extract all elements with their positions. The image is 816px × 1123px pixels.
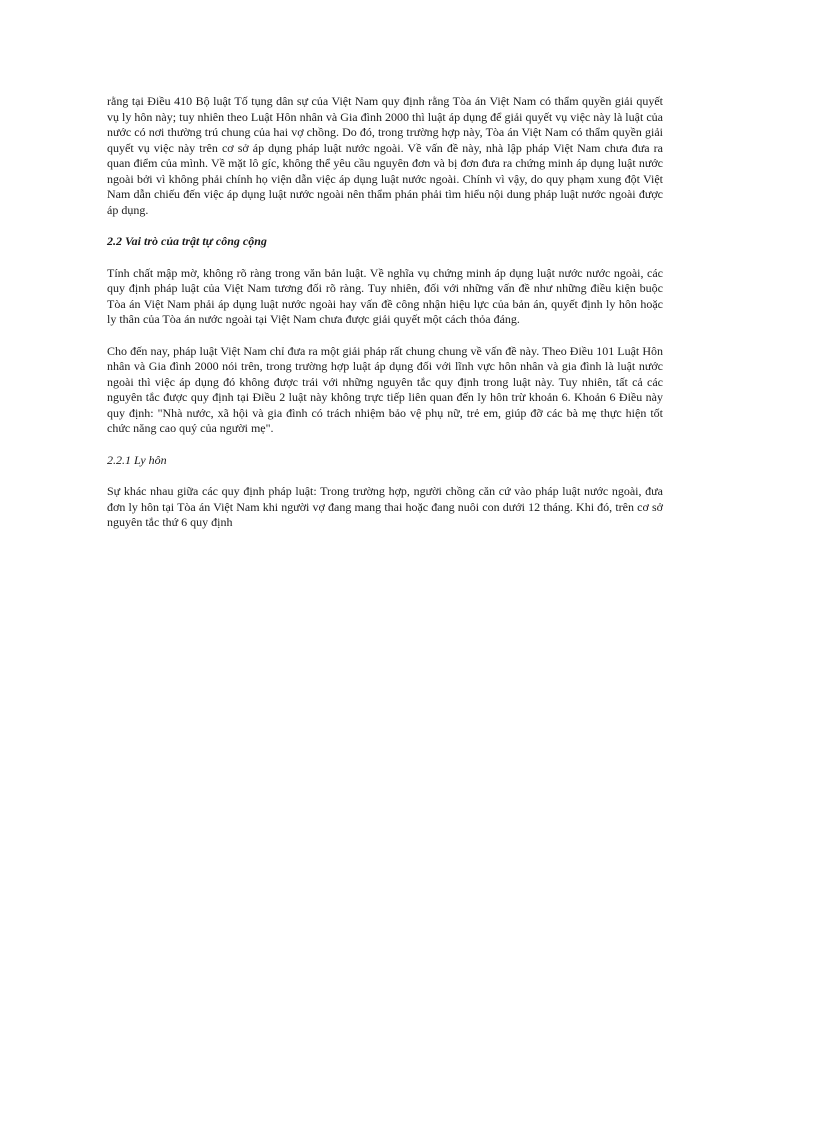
section-heading-public-order: 2.2 Vai trò của trật tự công cộng [107,234,267,248]
paragraph-general-solution: Cho đến nay, pháp luật Việt Nam chỉ đưa ra một giải pháp rất chung chung về vấn đề này. Theo Điều 101 Luật Hôn nhân và Gia đình 2000 nói trên, trong trường hợp luật áp dụng đối với lĩnh vực hôn nhân và gia đình là luật nước ngoài thì việc áp dụng đó không được trái với những nguyên tắc quy định trong luật này. Tuy nhiên, tất cả các nguyên tắc được quy định tại Điều 2 luật này không trực tiếp liên quan đến ly hôn trừ khoản 6. Khoản 6 Điều này quy định: "Nhà nước, xã hội và gia đình có trách nhiệm bảo vệ phụ nữ, trẻ em, giúp đỡ các bà mẹ thực hiện tốt chức năng cao quý của người mẹ". [107,343,663,435]
paragraph-ambiguity: Tính chất mập mờ, không rõ ràng trong văn bản luật. Về nghĩa vụ chứng minh áp dụng luật nước nước ngoài, các quy định pháp luật của Việt Nam tương đối rõ ràng. Tuy nhiên, đối với những vấn đề như những điều kiện buộc Tòa án Việt Nam phải áp dụng luật nước ngoài hay vấn đề công nhận hiệu lực của bản án, quyết định ly hôn hoặc ly thân của Tòa án nước ngoài tại Việt Nam chưa được giải quyết một cách thỏa đáng. [107,265,663,326]
paragraph-jurisdiction: rằng tại Điều 410 Bộ luật Tố tụng dân sự của Việt Nam quy định rằng Tòa án Việt Nam có thẩm quyền giải quyết vụ ly hôn này; tuy nhiên theo Luật Hôn nhân và Gia đình 2000 thì luật áp dụng để giải quyết vụ việc này là luật của nước có nơi thường trú chung của hai vợ chồng. Do đó, trong trường hợp này, Tòa án Việt Nam có thẩm quyền giải quyết vụ việc này trên cơ sở áp dụng pháp luật nước ngoài. Về vấn đề này, nhà lập pháp Việt Nam chưa đưa ra quan điểm của mình. Về mặt lô gíc, không thể yêu cầu nguyên đơn và bị đơn đưa ra chứng minh áp dụng luật nước ngoài bởi vì không phải chính họ viện dẫn việc áp dụng luật nước ngoài. Chính vì vậy, do quy phạm xung đột Việt Nam dẫn chiếu đến việc áp dụng luật nước ngoài nên thẩm phán phải tìm hiểu nội dung pháp luật nước ngoài được áp dụng. [107,94,663,217]
subsection-heading-divorce: 2.2.1 Ly hôn [107,452,167,467]
document-page [107,94,663,531]
paragraph-differences: Sự khác nhau giữa các quy định pháp luật: Trong trường hợp, người chồng căn cứ vào pháp luật nước ngoài, đưa đơn ly hôn tại Tòa án Việt Nam khi người vợ đang mang thai hoặc đang nuôi con dưới 12 tháng. Khi đó, trên cơ sở nguyên tắc thứ 6 quy định [107,484,663,529]
